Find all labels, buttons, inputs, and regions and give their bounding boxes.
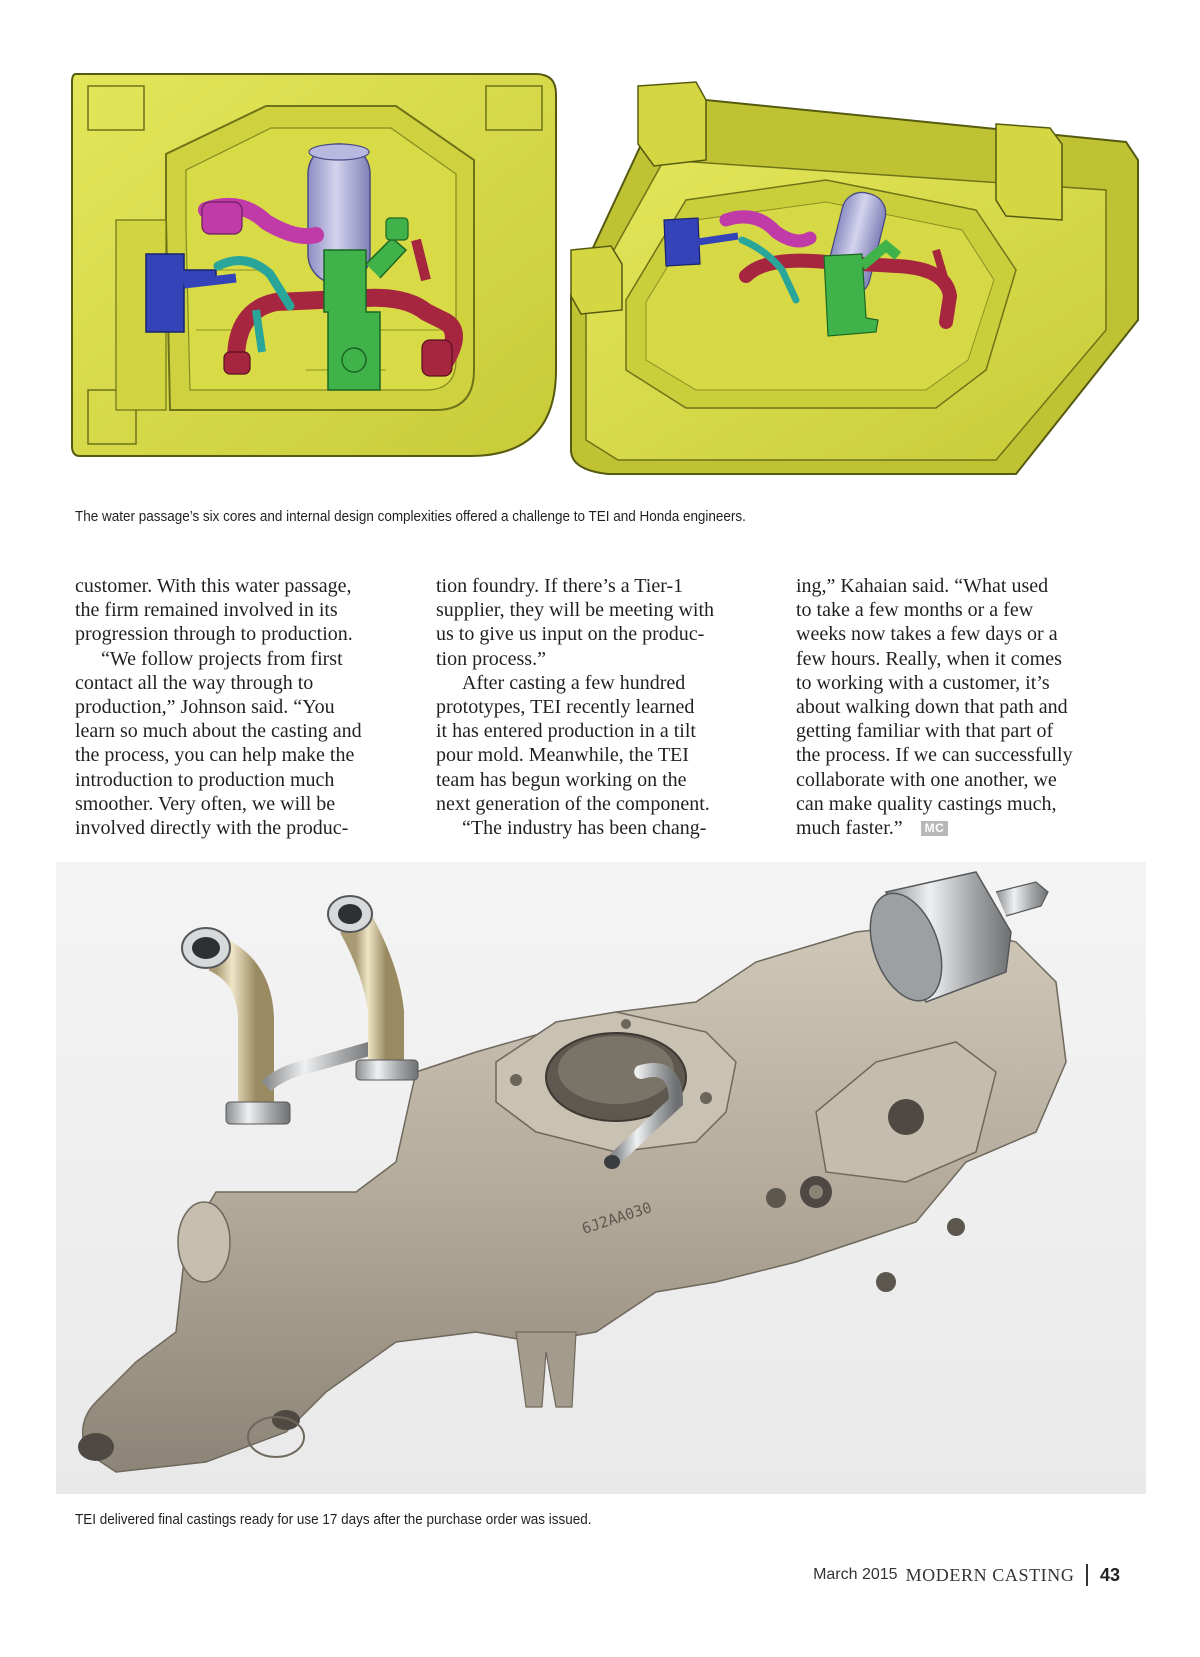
article-column-1 <box>75 574 397 840</box>
text-line: “The industry has been chang- <box>462 817 707 840</box>
page-footer <box>813 1563 1120 1587</box>
text-line: supplier, they will be meeting with <box>436 599 715 622</box>
photo-caption: TEI delivered final castings ready for use 17 days after the purchase order was issued. <box>75 1512 592 1528</box>
text-line: After casting a few hundred <box>462 671 686 694</box>
text-line: about walking down that path and <box>796 696 1068 719</box>
text-line: it has entered production in a tilt <box>436 720 696 743</box>
text-line: introduction to production much <box>75 768 335 791</box>
publication-name: MODERN CASTING <box>905 1564 1075 1585</box>
text-line: few hours. Really, when it comes <box>796 647 1062 670</box>
text-line: contact all the way through to <box>75 671 314 694</box>
core-box-isometric-view <box>571 82 1138 474</box>
text-line: prototypes, TEI recently learned <box>436 696 695 719</box>
text-line: getting familiar with that part of <box>796 720 1054 743</box>
text-line: can make quality castings much, <box>796 792 1057 815</box>
text-line: customer. With this water passage, <box>75 575 352 597</box>
text-line: next generation of the component. <box>436 792 710 815</box>
article-column-3 <box>796 574 1118 840</box>
page-number: 43 <box>1099 1564 1120 1585</box>
text-line: to working with a customer, it’s <box>796 671 1050 694</box>
text-line: progression through to production. <box>75 623 353 646</box>
text-line: ing,” Kahaian said. “What used <box>796 575 1049 597</box>
text-line: learn so much about the casting and <box>75 720 362 743</box>
text-line: production,” Johnson said. “You <box>75 696 335 719</box>
core-box-top-view <box>72 74 556 456</box>
cad-core-box-figure <box>66 70 1140 490</box>
text-line: smoother. Very often, we will be <box>75 792 336 815</box>
text-line: the firm remained involved in its <box>75 599 338 622</box>
cad-figure-caption: The water passage’s six cores and internal design complexities offered a challenge to TEI and Honda engineers. <box>75 509 746 525</box>
text-line-content: much faster.” <box>796 817 903 840</box>
casting-photo <box>56 862 1146 1494</box>
text-line <box>796 816 1118 840</box>
text-line: weeks now takes a few days or a <box>796 623 1058 646</box>
text-line: tion foundry. If there’s a Tier-1 <box>436 575 684 597</box>
end-mark-badge: MC <box>921 821 949 836</box>
article-column-2 <box>436 574 758 840</box>
text-line: us to give us input on the produc- <box>436 623 705 646</box>
text-line: pour mold. Meanwhile, the TEI <box>436 744 689 767</box>
part-marking: 6J2AA030 <box>579 1198 654 1238</box>
text-line: the process. If we can successfully <box>796 744 1073 767</box>
text-line: the process, you can help make the <box>75 744 355 767</box>
text-line: tion process.” <box>436 647 546 670</box>
text-line: “We follow projects from first <box>101 647 343 670</box>
text-line: team has begun working on the <box>436 768 687 791</box>
text-line: involved directly with the produc- <box>75 817 349 840</box>
text-line: to take a few months or a few <box>796 599 1034 622</box>
text-line: collaborate with one another, we <box>796 768 1057 791</box>
issue-date: March 2015 <box>813 1566 898 1583</box>
footer-divider <box>1086 1564 1088 1586</box>
